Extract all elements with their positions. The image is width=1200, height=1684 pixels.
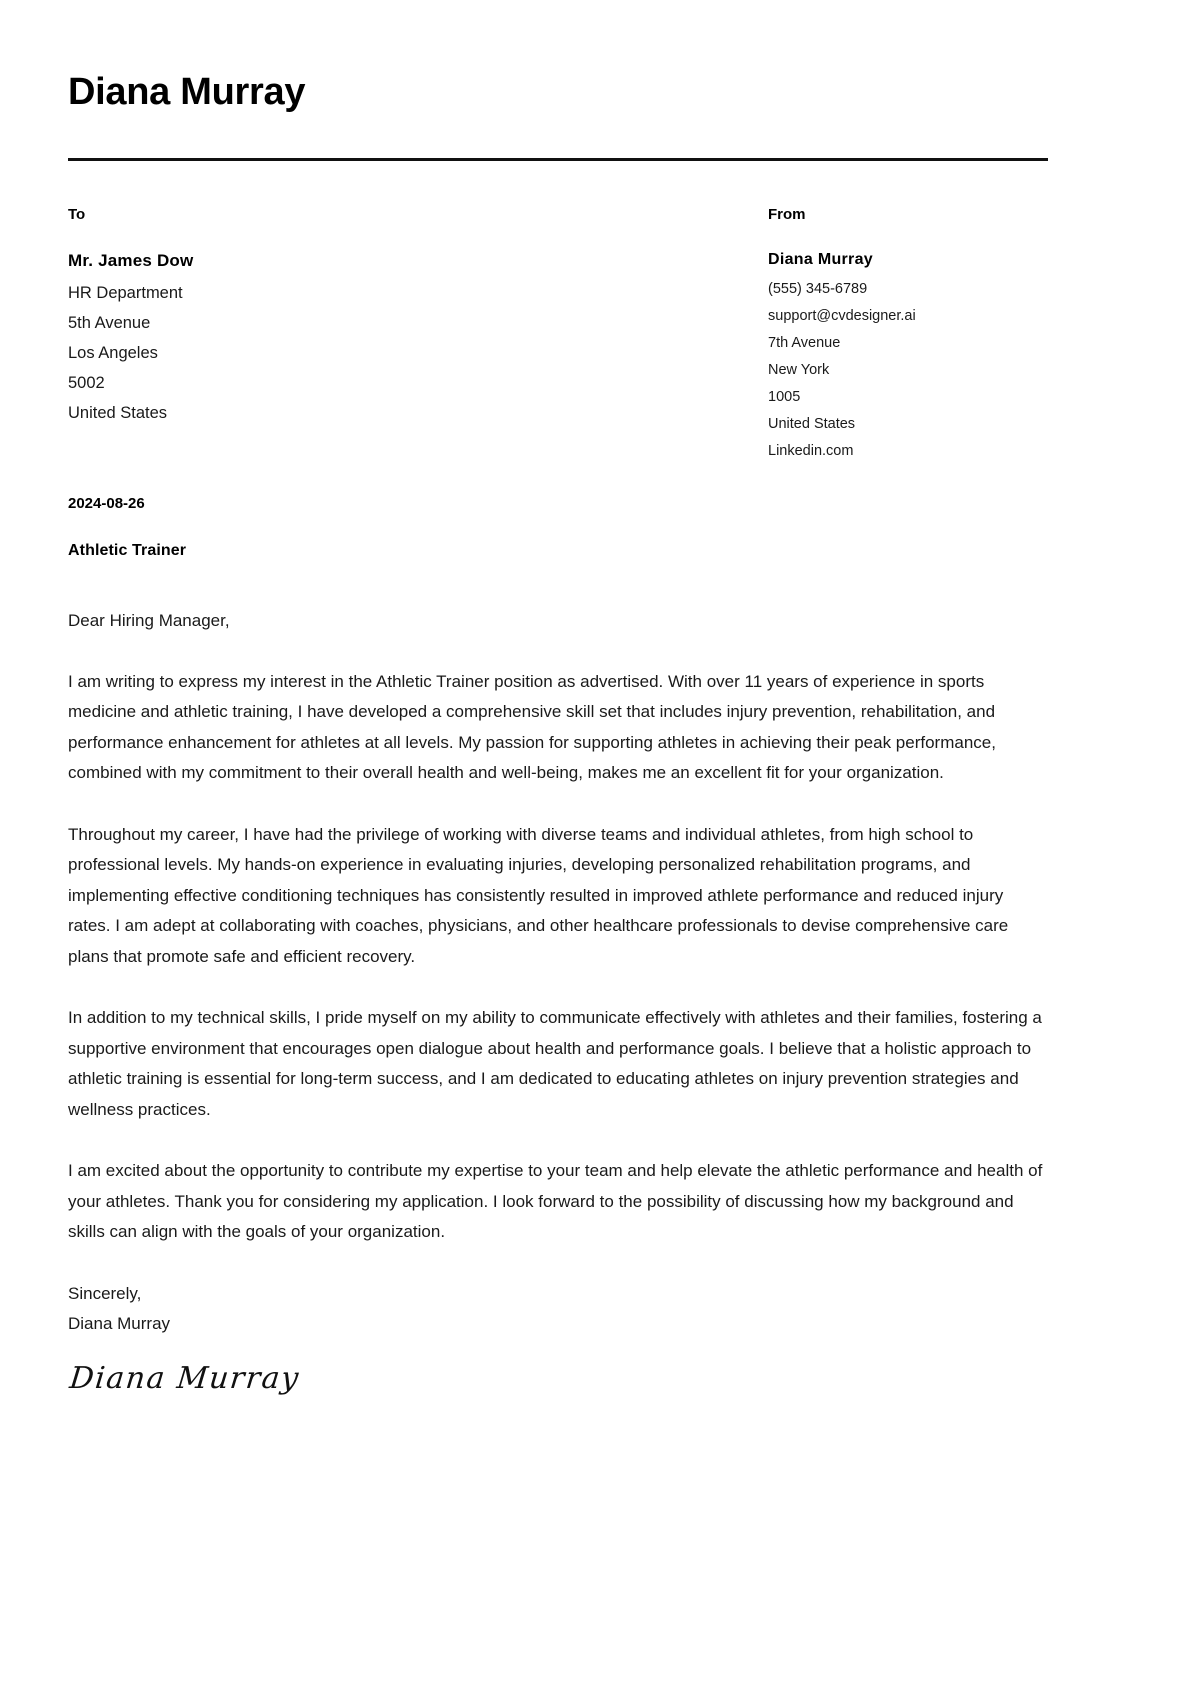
letter-header [68,72,1048,114]
body-paragraph: I am excited about the opportunity to contribute my expertise to your team and help elevate the athletic performance and health of your athletes. Thank you for considering my application. I look forward to the possibility of discussing how my background and skills can align with the goals of your organization. [68,1161,1043,1241]
body-paragraph: In addition to my technical skills, I pride myself on my ability to communicate effectively with athletes and their families, fostering a supportive environment that encourages open dialogue about health and performance goals. I believe that a holistic approach to athletic training is essential for long-term success, and I am dedicated to educating athletes on injury prevention strategies and wellness practices. [68,1008,1042,1119]
closing-name: Diana Murray [68,1314,171,1333]
sender-email: support@cvdesigner.ai [768,308,916,324]
recipient-line: United States [68,404,168,423]
sender-name: Diana Murray [768,251,873,268]
recipient-name: Mr. James Dow [68,251,194,270]
sender-line: 7th Avenue [768,335,841,351]
letter-body [68,608,1050,1395]
salutation: Dear Hiring Manager, [68,611,230,630]
recipient-heading: To [68,206,86,223]
closing-block [68,1279,1050,1395]
closing-word: Sincerely, [68,1283,142,1303]
recipient-line: Los Angeles [68,344,158,363]
sender-line: New York [768,362,830,378]
recipient-line: HR Department [68,284,183,303]
address-block [68,206,1048,465]
letter-meta [68,495,1048,560]
sender-linkedin: Linkedin.com [768,443,854,459]
recipient-column [68,206,768,465]
body-paragraph: Throughout my career, I have had the privilege of working with diverse teams and individual athletes, from high school to professional levels. My hands-on experience in evaluating injuries, developing personalized rehabilitation programs, and implementing effective conditioning techniques has consistently resulted in improved athlete performance and reduced injury rates. I am adept at collaborating with coaches, physicians, and other healthcare professionals to devise comprehensive care plans that promote safe and efficient recovery. [68,824,1009,966]
sender-column [768,206,1048,465]
sender-heading: From [768,206,806,223]
body-paragraph: I am writing to express my interest in the Athletic Trainer position as advertised. With over 11 years of experience in sports medicine and athletic training, I have developed a comprehensive skill set that includes injury prevention, rehabilitation, and performance enhancement for athletes at all levels. My passion for supporting athletes in achieving their peak performance, combined with my commitment to their overall health and well-being, makes me an excellent fit for your organization. [68,671,996,782]
header-divider [68,158,1048,161]
sender-phone: (555) 345-6789 [768,281,868,297]
letter-date: 2024-08-26 [68,495,145,512]
signature: Diana Murray [67,1360,302,1396]
sender-line: 1005 [768,389,801,405]
sender-line: United States [768,416,856,432]
job-title: Athletic Trainer [68,542,187,559]
page-title: Diana Murray [68,71,306,113]
recipient-line: 5002 [68,374,105,393]
recipient-line: 5th Avenue [68,314,151,333]
